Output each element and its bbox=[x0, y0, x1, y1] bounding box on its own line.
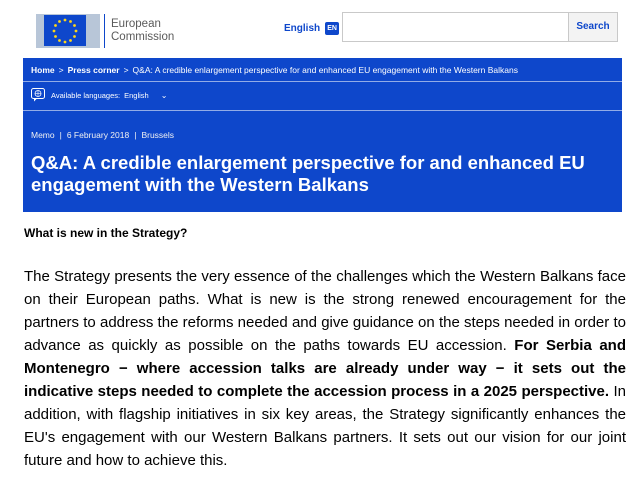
logo-text bbox=[111, 18, 174, 44]
breadcrumb-home[interactable]: Home bbox=[31, 65, 55, 75]
chevron-down-icon[interactable]: ⌄ bbox=[160, 90, 168, 100]
breadcrumb-press-corner[interactable]: Press corner bbox=[67, 65, 120, 75]
search-button[interactable]: Search bbox=[568, 12, 618, 42]
logo-divider bbox=[104, 14, 105, 48]
language-label: English bbox=[284, 23, 321, 34]
breadcrumb bbox=[31, 65, 518, 75]
search-input[interactable] bbox=[342, 12, 568, 42]
meta-separator: | bbox=[134, 130, 137, 140]
ec-logo[interactable] bbox=[30, 11, 174, 51]
site-header bbox=[0, 0, 640, 58]
logo-line-2: Commission bbox=[111, 31, 175, 43]
page-banner bbox=[23, 58, 622, 212]
breadcrumb-separator: > bbox=[123, 65, 129, 75]
eu-flag-icon bbox=[30, 11, 100, 51]
paragraph-text-2: In addition, with flagship initiatives in six key areas, the Strategy significantly enhances the EU's engagement with our Western Balkans partners. It sets out our vision for our joint future and how to achieve this. bbox=[24, 383, 626, 469]
paragraph-bold-text: For Serbia and Montenegro − where accession talks are already under way − it sets out the indicative steps needed to complete the accession process in a 2025 perspective. bbox=[24, 337, 626, 400]
globe-icon bbox=[31, 88, 45, 102]
language-selector[interactable] bbox=[284, 22, 339, 35]
logo-line-1: European bbox=[111, 18, 161, 30]
meta-date: 6 February 2018 bbox=[66, 130, 130, 140]
available-languages[interactable] bbox=[31, 88, 167, 102]
selected-language[interactable]: English bbox=[124, 90, 149, 100]
available-languages-label: Available languages: bbox=[51, 90, 121, 100]
banner-divider bbox=[23, 110, 622, 111]
breadcrumb-current: Q&A: A credible enlargement perspective for and enhanced EU engagement with the Western Balkans bbox=[132, 65, 518, 75]
page-title: Q&A: A credible enlargement perspective for and enhanced EU engagement with the Western Balkans bbox=[31, 152, 585, 195]
article-paragraph bbox=[24, 265, 626, 472]
section-heading: What is new in the Strategy? bbox=[24, 226, 188, 240]
language-badge: EN bbox=[325, 22, 339, 35]
banner-divider bbox=[23, 81, 622, 82]
meta-separator: | bbox=[59, 130, 62, 140]
paragraph-text-1: The Strategy presents the very essence of the challenges which the Western Balkans face on their European paths. What is new is the strong renewed encouragement for the partners to address the reforms needed and give guidance on the steps needed in order to advance as quickly as possible on the paths towards EU accession. bbox=[24, 268, 626, 354]
article-meta bbox=[31, 130, 174, 140]
meta-type: Memo bbox=[31, 130, 55, 140]
meta-location: Brussels bbox=[141, 130, 175, 140]
breadcrumb-separator: > bbox=[58, 65, 64, 75]
